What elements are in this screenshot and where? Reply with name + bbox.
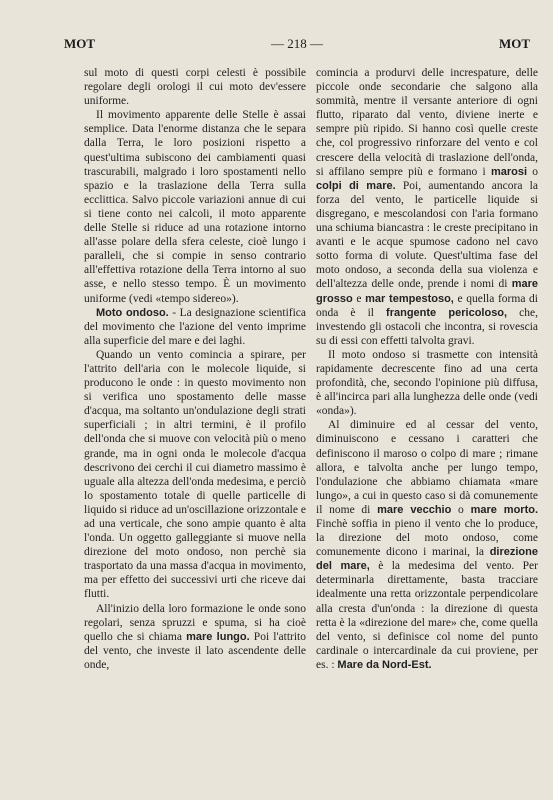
paragraph-mare-vecchio: [316, 418, 538, 672]
entry-term: Moto ondoso.: [96, 306, 169, 319]
page-number: — 218 —: [271, 36, 323, 51]
text-span: o: [451, 503, 471, 516]
paragraph-continuation: sul moto di questi corpi celesti è possibile regolare degli orologi il cui moto dev'essere uniforme.: [84, 67, 306, 108]
text-span: All'inizio della loro formazione le onde sono regolari, senza spruzzi e spuma, si ha cioè quello che si chiama: [84, 602, 306, 643]
paragraph-wave-mechanics: Quando un vento comincia a spirare, per l'attrito dell'aria con le molecole liquide, si producono le onde : in questo movimento non si verifica uno spostamento delle masse d'acqua, ma soltanto un'ondulazione degli strati superficiali ; in altri termini, è il profilo dell'onda che si muove con velocità più o meno grande, ma in ogni onda le molecole d'acqua descrivono dei cerchi il cui diametro massimo è uguale alla altezza dell'onda medesima, e perciò lo spostamento totale di quelle particelle di liquido si riduce ad un'oscillazione orizzontale e ad una verticale, che sono ampie quanto è alta l'onda. Un oggetto galleggiante si muove nella direzione del moto ondoso, non perchè sia trasportato da una massa d'acqua in movimento, ma per effetto dei successivi urti che riceve dai flutti.: [84, 348, 306, 601]
header-left-keyword: MOT: [64, 36, 96, 51]
bold-term: mare lungo.: [186, 630, 250, 643]
page-header: [64, 36, 530, 54]
text-span: Al diminuire ed al cessar del vento, diminuiscono e cessano i caratteri che definiscono il maroso o colpo di mare ; rimane allora, e talvolta anche per lungo tempo, l'ondulazione che abbiamo chiamata «mare lungo», a cui in questo caso si dà comunemente il nome di: [316, 419, 538, 516]
bold-term: mare vecchio: [377, 503, 452, 516]
bold-term: mare grosso: [316, 278, 538, 305]
text-span: è la medesima del vento. Per determinarla direttamente, basta tracciare idealmente una retta orizzontale perpendicolare alla cresta d'un'onda : la direzione di questa retta è la «direzione del mare» che, come quella del vento, si definisce col nome del punto cardinale o intercardinale da cui proviene, per es. :: [316, 560, 538, 671]
right-column: [316, 66, 538, 672]
paragraph-stars: Il movimento apparente delle Stelle è assai semplice. Data l'enorme distanza che le separa dalla Terra, le loro posizioni rispetto a quest'ultima subiscono dei cambiamenti quasi trascurabili, malgrado i loro spostamenti nello spazio e la traslazione della Terra sulla ecclittica. Salvo piccole variazioni annue di cui si tiene conto nei calcoli, il moto apparente delle Stelle si riduce ad una rotazione intorno all'asse polare della sfera celeste, cioè lungo i paralleli, che si compie in senso contrario all'effettiva rotazione della Terra intorno al suo asse, e nello stesso tempo. È un movimento uniforme (vedi «tempo sidereo»).: [84, 109, 306, 305]
bold-term: mare morto.: [470, 503, 539, 516]
text-span: comincia a produrvi delle increspature, delle piccole onde secondarie che salgono alla sommità, mentre il versante anteriore di ogni flutto, riparato dal vento, diviene inerte e sempre più ripido. Si hanno così quelle creste che, col progressivo rinforzare del vento e col crescere della velocità di traslazione dell'onda, si affilano sempre più e formano i: [316, 67, 538, 178]
paragraph-crests: [316, 66, 538, 348]
text-span: Poi l'attrito del vento, che investe il lato ascendente delle onde,: [84, 630, 306, 671]
text-span: Poi, aumentando ancora la forza del vento, le particelle liquide si disgregano, e mescolandosi con l'aria formano una schiuma biancastra : le creste precipitano in avanti e le acque spumose cadono nel cavo sotto forma di volute. Quest'ultima fase del moto ondoso, a seconda della sua violenza e dell'altezza delle onde, prende i nomi di: [316, 179, 538, 291]
bold-term: mar tempestoso,: [365, 292, 454, 305]
text-span: che, investendo gli ostacoli che incontra, si rovescia su di essi con effetti talvolta gravi.: [316, 306, 538, 347]
paragraph-mare-lungo: [84, 602, 306, 672]
bold-term: marosi: [490, 165, 528, 178]
text-span: e: [352, 292, 366, 305]
paragraph-depth: Il moto ondoso si trasmette con intensità rapidamente decrescente fino ad una certa profondità, che, secondo l'opinione più diffusa, è all'incirca pari alla lunghezza delle onde (vedi «onda»).: [316, 348, 538, 418]
entry-text: - La designazione scientifica del movimento che l'azione del vento imprime alla superficie del mare e dei laghi.: [84, 306, 307, 347]
paragraph-moto-ondoso-definition: [84, 306, 306, 348]
bold-term: colpi di mare.: [316, 179, 396, 192]
left-column: [84, 66, 306, 672]
bold-term: Mare da Nord-Est.: [337, 658, 432, 671]
header-right-keyword: MOT: [498, 36, 530, 51]
bold-term: frangente pericoloso,: [386, 306, 508, 319]
text-span: o: [527, 165, 539, 178]
text-span: e quella forma di onda è il: [316, 292, 539, 319]
text-span: Finchè soffia in pieno il vento che lo produce, la direzione del moto ondoso, come comunemente dicono i marinai, la: [316, 518, 538, 559]
bold-term: direzione del mare,: [316, 546, 538, 573]
